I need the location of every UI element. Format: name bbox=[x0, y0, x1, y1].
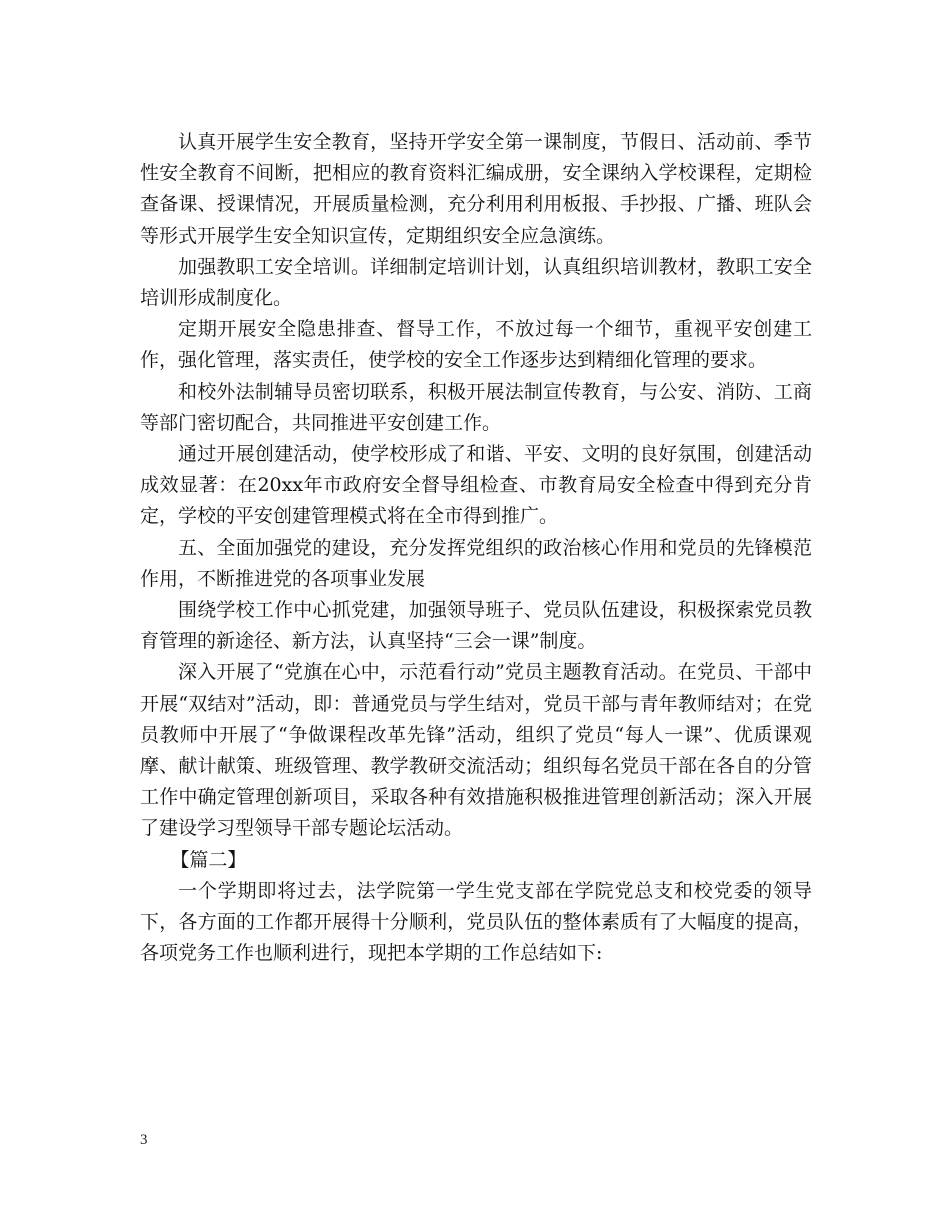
page-number: 3 bbox=[140, 1132, 148, 1148]
paragraph-semester-summary: 一个学期即将过去，法学院第一学生党支部在学院党总支和校党委的领导下，各方面的工作都开展得十分顺利，党员队伍的整体素质有了大幅度的提高，各项党务工作也顺利进行，现把本学期的工作总结如下: bbox=[140, 879, 812, 965]
section-heading-part-two: 【篇二】 bbox=[170, 848, 247, 871]
paragraph-campaign-results: 通过开展创建活动，使学校形成了和谐、平安、文明的良好氛围，创建活动成效显著：在20xx年市政府安全督导组检查、市教育局安全检查中得到充分肯定，学校的平安创建管理模式将在全市得到推广。 bbox=[140, 443, 812, 528]
paragraph-safety-education: 认真开展学生安全教育，坚持开学安全第一课制度，节假日、活动前、季节性安全教育不间断，把相应的教育资料汇编成册，安全课纳入学校课程，定期检查备课、授课情况，开展质量检测，充分利用利用板报、手抄报、广播、班队会等形式开展学生安全知识宣传，定期组织安全应急演练。 bbox=[140, 131, 812, 247]
paragraph-hazard-inspection: 定期开展安全隐患排查、督导工作，不放过每一个细节，重视平安创建工作，强化管理，落实责任，使学校的安全工作逐步达到精细化管理的要求。 bbox=[140, 318, 812, 372]
paragraph-party-activities: 深入开展了“党旗在心中，示范看行动”党员主题教育活动。在党员、干部中开展“双结对”活动，即：普通党员与学生结对，党员干部与青年教师结对；在党员教师中开展了“争做课程改革先锋”活动，组织了党员“每人一课”、优质课观摩、献计献策、班级管理、教学教研交流活动；组织每名党员干部在各自的分管工作中确定管理创新项目，采取各种有效措施积极推进管理创新活动；深入开展了建设学习型领导干部专题论坛活动。 bbox=[140, 661, 812, 840]
document-body bbox=[140, 127, 812, 969]
paragraph-party-work: 围绕学校工作中心抓党建，加强领导班子、党员队伍建设，积极探索党员教育管理的新途径、新方法，认真坚持“三会一课”制度。 bbox=[140, 599, 812, 653]
section-heading-party-building: 五、全面加强党的建设，充分发挥党组织的政治核心作用和党员的先锋模范作用，不断推进党的各项事业发展 bbox=[140, 536, 812, 590]
paragraph-legal-education: 和校外法制辅导员密切联系，积极开展法制宣传教育，与公安、消防、工商等部门密切配合，共同推进平安创建工作。 bbox=[140, 380, 812, 434]
paragraph-staff-training: 加强教职工安全培训。详细制定培训计划，认真组织培训教材，教职工安全培训形成制度化。 bbox=[140, 255, 812, 310]
